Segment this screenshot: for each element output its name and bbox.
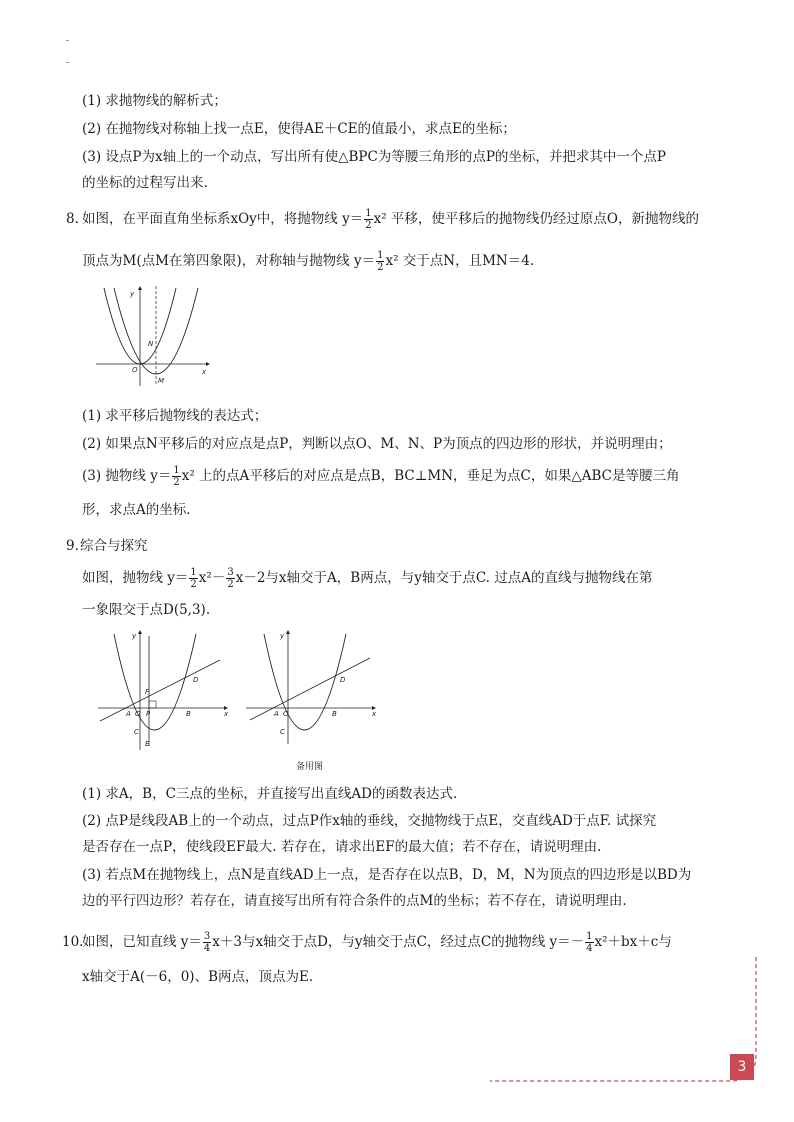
q9-part2-line2: 是否存在一点P，使线段EF最大. 若存在，请求出EF的最大值；若不存在，请说明理由. — [82, 839, 602, 855]
fig-label-B: B — [186, 710, 191, 718]
q8-part3-line1 — [82, 462, 680, 490]
q10-number: 10. — [62, 934, 84, 950]
fig-label-x: x — [224, 710, 229, 718]
q8-statement-line2 — [82, 247, 534, 275]
q8-line1-text-b: x² 平移，使平移后的抛物线仍经过原点O，新抛物线的 — [373, 211, 699, 227]
frac-den: 4 — [203, 943, 211, 954]
q9-title: 综合与探究 — [80, 538, 148, 554]
frac-num: 1 — [173, 465, 180, 476]
fig-label-y: y — [132, 632, 137, 640]
fig-label-C: C — [280, 728, 285, 736]
q9-figure-main — [96, 630, 232, 752]
frac-num: 1 — [586, 931, 593, 942]
fig-label-O: O — [132, 366, 138, 374]
q9-figure-caption: 备用图 — [296, 762, 324, 772]
q8-part2: (2) 如果点N平移后的对应点是点P，判断以点O、M、N、P为顶点的四边形的形状，并说明理由； — [82, 436, 672, 452]
q9-number: 9. — [66, 538, 79, 554]
corner-mark — [66, 40, 69, 41]
q7-part3-line2: 的坐标的过程写出来. — [82, 175, 208, 191]
q10-line1-text-a: 如图，已知直线 y＝ — [82, 934, 202, 950]
q8-p3-text-b: x² 上的点A平移后的对应点是点B，BC⊥MN，垂足为点C，如果△ABC是等腰三角 — [181, 468, 680, 484]
q9-part2-line1: (2) 点P是线段AB上的一个动点，过点P作x轴的垂线，交抛物线于点E，交直线AD于点F. 试探究 — [82, 813, 657, 829]
q9-line1-text-a: 如图，抛物线 y＝ — [82, 570, 189, 586]
q10-statement-line2: x轴交于A(－6，0)、B两点，顶点为E. — [82, 969, 314, 985]
frac-num: 1 — [377, 250, 384, 261]
fig-label-N: N — [148, 340, 154, 348]
frac-den: 2 — [365, 220, 372, 231]
q8-line2-text-b: x² 交于点N，且MN＝4. — [385, 253, 535, 269]
q9-statement-line1 — [82, 564, 653, 592]
frac-den: 2 — [190, 579, 197, 590]
frac-den: 2 — [227, 579, 234, 590]
q8-fraction — [376, 250, 384, 273]
q7-part2: (2) 在抛物线对称轴上找一点E，使得AE＋CE的值最小，求点E的坐标； — [82, 121, 516, 137]
q10-line1-text-b: x＋3与x轴交于点D，与y轴交于点C，经过点C的抛物线 y＝－ — [212, 934, 585, 950]
q8-p3-text-a: (3) 抛物线 y＝ — [82, 468, 172, 484]
q9-part3-line2: 边的平行四边形？若存在，请直接写出所有符合条件的点M的坐标；若不存在，请说明理由. — [82, 893, 627, 909]
fig-label-B: B — [332, 710, 337, 718]
fig-label-C: C — [134, 728, 139, 736]
frac-num: 1 — [190, 567, 197, 578]
fig-label-y: y — [280, 632, 285, 640]
corner-mark — [66, 62, 69, 63]
q8-number: 8. — [66, 211, 79, 227]
q9-part1: (1) 求A，B，C三点的坐标，并直接写出直线AD的函数表达式. — [82, 786, 458, 802]
frac-num: 1 — [365, 208, 372, 219]
q10-fraction-1 — [203, 931, 211, 954]
q9-line1-text-c: x－2与x轴交于A，B两点，与y轴交于点C. 过点A的直线与抛物线在第 — [235, 570, 653, 586]
q8-parabola-figure — [94, 284, 212, 388]
q8-fraction — [172, 465, 180, 488]
q8-part3-line2: 形，求点A的坐标. — [82, 502, 191, 518]
fig-label-E: E — [145, 740, 150, 748]
q10-statement-line1 — [82, 928, 672, 956]
q8-line2-text-a: 顶点为M(点M在第四象限)，对称轴与抛物线 y＝ — [82, 253, 376, 269]
q9-figure-backup — [244, 630, 380, 752]
fig-label-x: x — [202, 368, 207, 376]
frac-den: 4 — [586, 943, 593, 954]
frac-num: 3 — [203, 931, 211, 942]
frac-num: 3 — [227, 567, 234, 578]
fig-label-O: O — [135, 710, 141, 718]
fig-label-y: y — [130, 290, 135, 298]
q7-part1: (1) 求抛物线的解析式； — [82, 93, 227, 109]
q9-fraction-2 — [226, 567, 234, 590]
fig-label-A: A — [126, 710, 131, 718]
fig-label-D: D — [193, 676, 199, 684]
q8-line1-text-a: 如图，在平面直角坐标系xOy中，将抛物线 y＝ — [82, 211, 364, 227]
q10-fraction-2 — [585, 931, 593, 954]
q9-statement-line2: 一象限交于点D(5,3). — [82, 602, 211, 618]
q9-part3-line1: (3) 若点M在抛物线上，点N是直线AD上一点，是否存在以点B，D，M，N为顶点的四边形是以BD为 — [82, 867, 692, 883]
page-number-badge: 3 — [730, 1054, 754, 1080]
q10-line1-text-c: x²＋bx＋c与 — [594, 934, 672, 950]
fig-label-O: O — [283, 710, 289, 718]
frac-den: 2 — [377, 262, 384, 273]
q8-part1: (1) 求平移后抛物线的表达式； — [82, 408, 268, 424]
fig-label-P: P — [146, 710, 151, 718]
q9-line1-text-b: x²－ — [198, 570, 226, 586]
page-corner-decoration — [488, 955, 763, 1085]
q8-fraction — [364, 208, 372, 231]
q9-fraction-1 — [189, 567, 197, 590]
q7-part3-line1: (3) 设点P为x轴上的一个动点，写出所有使△BPC为等腰三角形的点P的坐标，并把求其中一个点P — [82, 149, 666, 165]
q8-statement-line1 — [82, 205, 699, 233]
fig-label-M: M — [158, 377, 165, 385]
fig-label-x: x — [372, 710, 377, 718]
frac-den: 2 — [173, 477, 180, 488]
fig-label-F: F — [145, 688, 150, 696]
fig-label-D: D — [340, 676, 346, 684]
fig-label-A: A — [274, 710, 279, 718]
